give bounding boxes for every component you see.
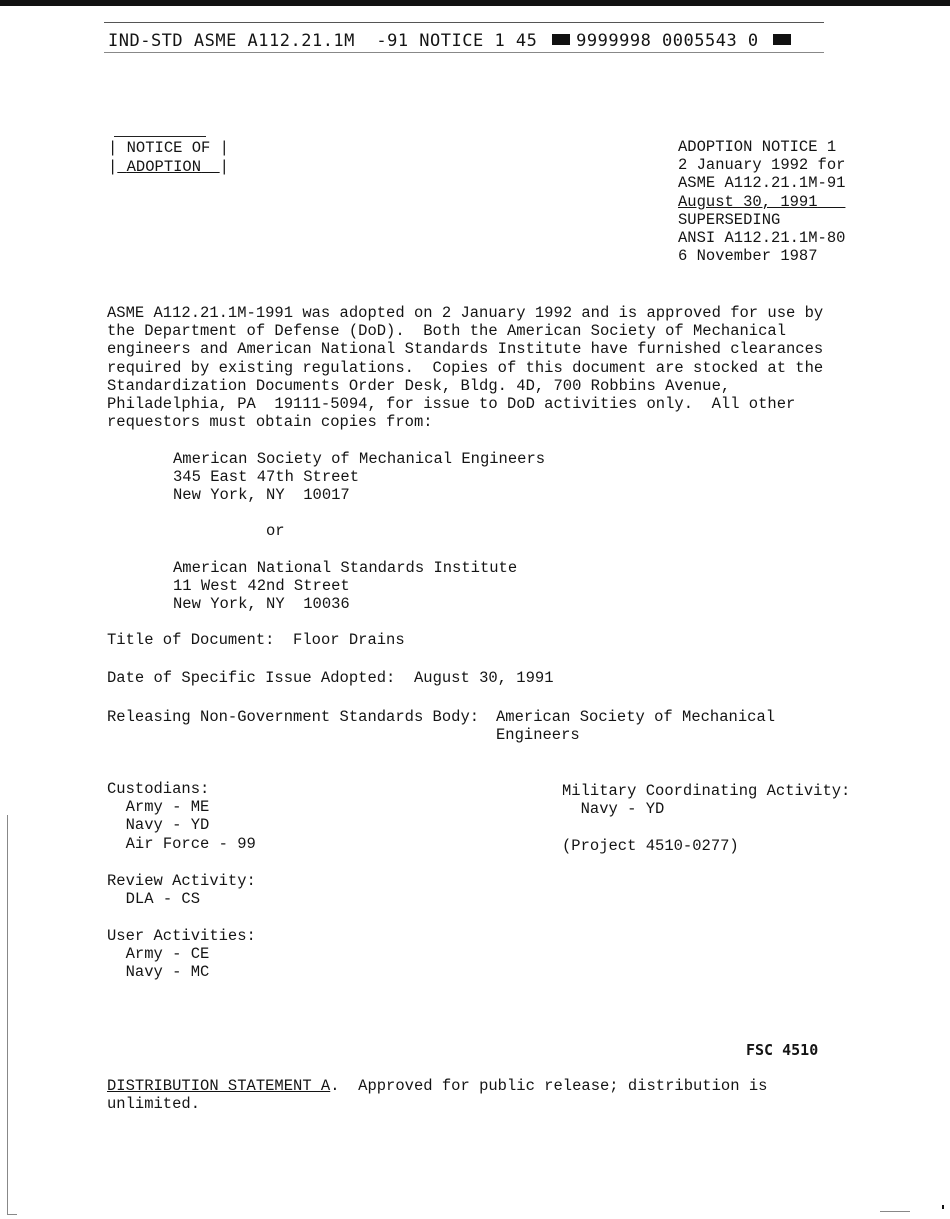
project-number: (Project 4510-0277): [562, 837, 739, 855]
header-code: 9999998 0005543 0: [576, 31, 759, 51]
header-rule-bottom: [104, 52, 824, 53]
header-block-mark: [552, 34, 570, 45]
adoption-line5: SUPERSEDING: [678, 210, 781, 229]
body-line: required by existing regulations. Copies of this document are stocked at the: [107, 358, 824, 377]
list-item: Air Force - 99: [125, 834, 256, 853]
document-header: [108, 31, 791, 51]
custodians: [107, 780, 256, 853]
field-label: Title of Document:: [107, 631, 275, 649]
body-line: ASME A112.21.1M-1991 was adopted on 2 January 1992 and is approved for use by: [107, 304, 824, 322]
date-adopted: [107, 669, 554, 687]
body-paragraph: [107, 304, 823, 431]
address-street: 11 West 42nd Street: [173, 577, 350, 596]
box-top-rule: [114, 136, 206, 137]
adoption-line6: ANSI A112.21.1M-80: [678, 229, 846, 248]
address-street: 345 East 47th Street: [173, 468, 360, 487]
adoption-line3: ASME A112.21.1M-91: [678, 174, 846, 193]
adoption-notice-info: [678, 138, 845, 265]
scan-margin-line: [7, 815, 8, 1215]
header-block-mark-2: [773, 34, 791, 45]
title-of-document: [107, 631, 405, 649]
distribution-line2: unlimited.: [107, 1095, 201, 1114]
distribution-statement: [107, 1077, 767, 1113]
adoption-line4: August 30, 1991: [678, 192, 818, 211]
notice-box-line2: ADOPTION: [126, 158, 202, 176]
section-label: Custodians:: [107, 780, 210, 798]
field-value: Floor Drains: [293, 631, 405, 649]
section-label: Review Activity:: [107, 872, 256, 890]
adoption-line2: 2 January 1992 for: [678, 156, 846, 175]
releasing-body-label: Releasing Non-Government Standards Body:: [107, 708, 480, 726]
address-ansi: [173, 559, 517, 614]
list-item: DLA - CS: [125, 890, 201, 909]
scan-dash-mark: [880, 1211, 910, 1212]
address-city: New York, NY 10036: [173, 595, 350, 614]
top-border: [0, 0, 950, 6]
user-activities: [107, 927, 256, 982]
scan-corner-mark: [7, 1214, 17, 1215]
body-line: Philadelphia, PA 19111-5094, for issue to DoD activities only. All other: [107, 395, 796, 414]
body-line: requestors must obtain copies from:: [107, 413, 433, 432]
adoption-line1: ADOPTION NOTICE 1: [678, 138, 837, 156]
review-activity: [107, 872, 256, 908]
body-line: engineers and American National Standards Institute have furnished clearances: [107, 340, 824, 359]
address-name: American National Standards Institute: [173, 559, 518, 577]
section-label: Military Coordinating Activity:: [562, 782, 851, 800]
address-city: New York, NY 10017: [173, 486, 350, 505]
address-name: American Society of Mechanical Engineers: [173, 450, 546, 468]
notice-box-line1: NOTICE OF: [126, 139, 211, 157]
distribution-label: DISTRIBUTION STATEMENT A: [107, 1077, 331, 1095]
scan-dot-mark: [942, 1205, 944, 1209]
field-value: August 30, 1991: [413, 669, 554, 687]
header-text: IND-STD ASME A112.21.1M -91 NOTICE 1 45: [108, 31, 538, 51]
section-label: User Activities:: [107, 927, 256, 945]
list-item: Army - CE: [125, 945, 210, 964]
list-item: Navy - YD: [125, 816, 210, 835]
distribution-text: . Approved for public release; distribution is: [330, 1077, 768, 1095]
or-separator: or: [266, 522, 285, 540]
releasing-body-value: American Society of Mechanical Engineers: [496, 708, 776, 745]
body-line: Standardization Documents Order Desk, Bldg. 4D, 700 Robbins Avenue,: [107, 376, 731, 395]
list-item: Navy - YD: [580, 800, 665, 819]
list-item: Navy - MC: [125, 963, 210, 982]
military-coordinating-activity: [562, 782, 850, 818]
fsc-code: FSC 4510: [746, 1041, 819, 1059]
notice-of-adoption-box: | NOTICE OF | | ADOPTION |: [108, 139, 229, 177]
field-label: Date of Specific Issue Adopted:: [107, 669, 396, 687]
body-line: the Department of Defense (DoD). Both the American Society of Mechanical: [107, 322, 787, 341]
adoption-line7: 6 November 1987: [678, 247, 818, 266]
header-rule-top: [104, 22, 824, 23]
list-item: Army - ME: [125, 798, 210, 817]
address-asme: [173, 450, 545, 505]
